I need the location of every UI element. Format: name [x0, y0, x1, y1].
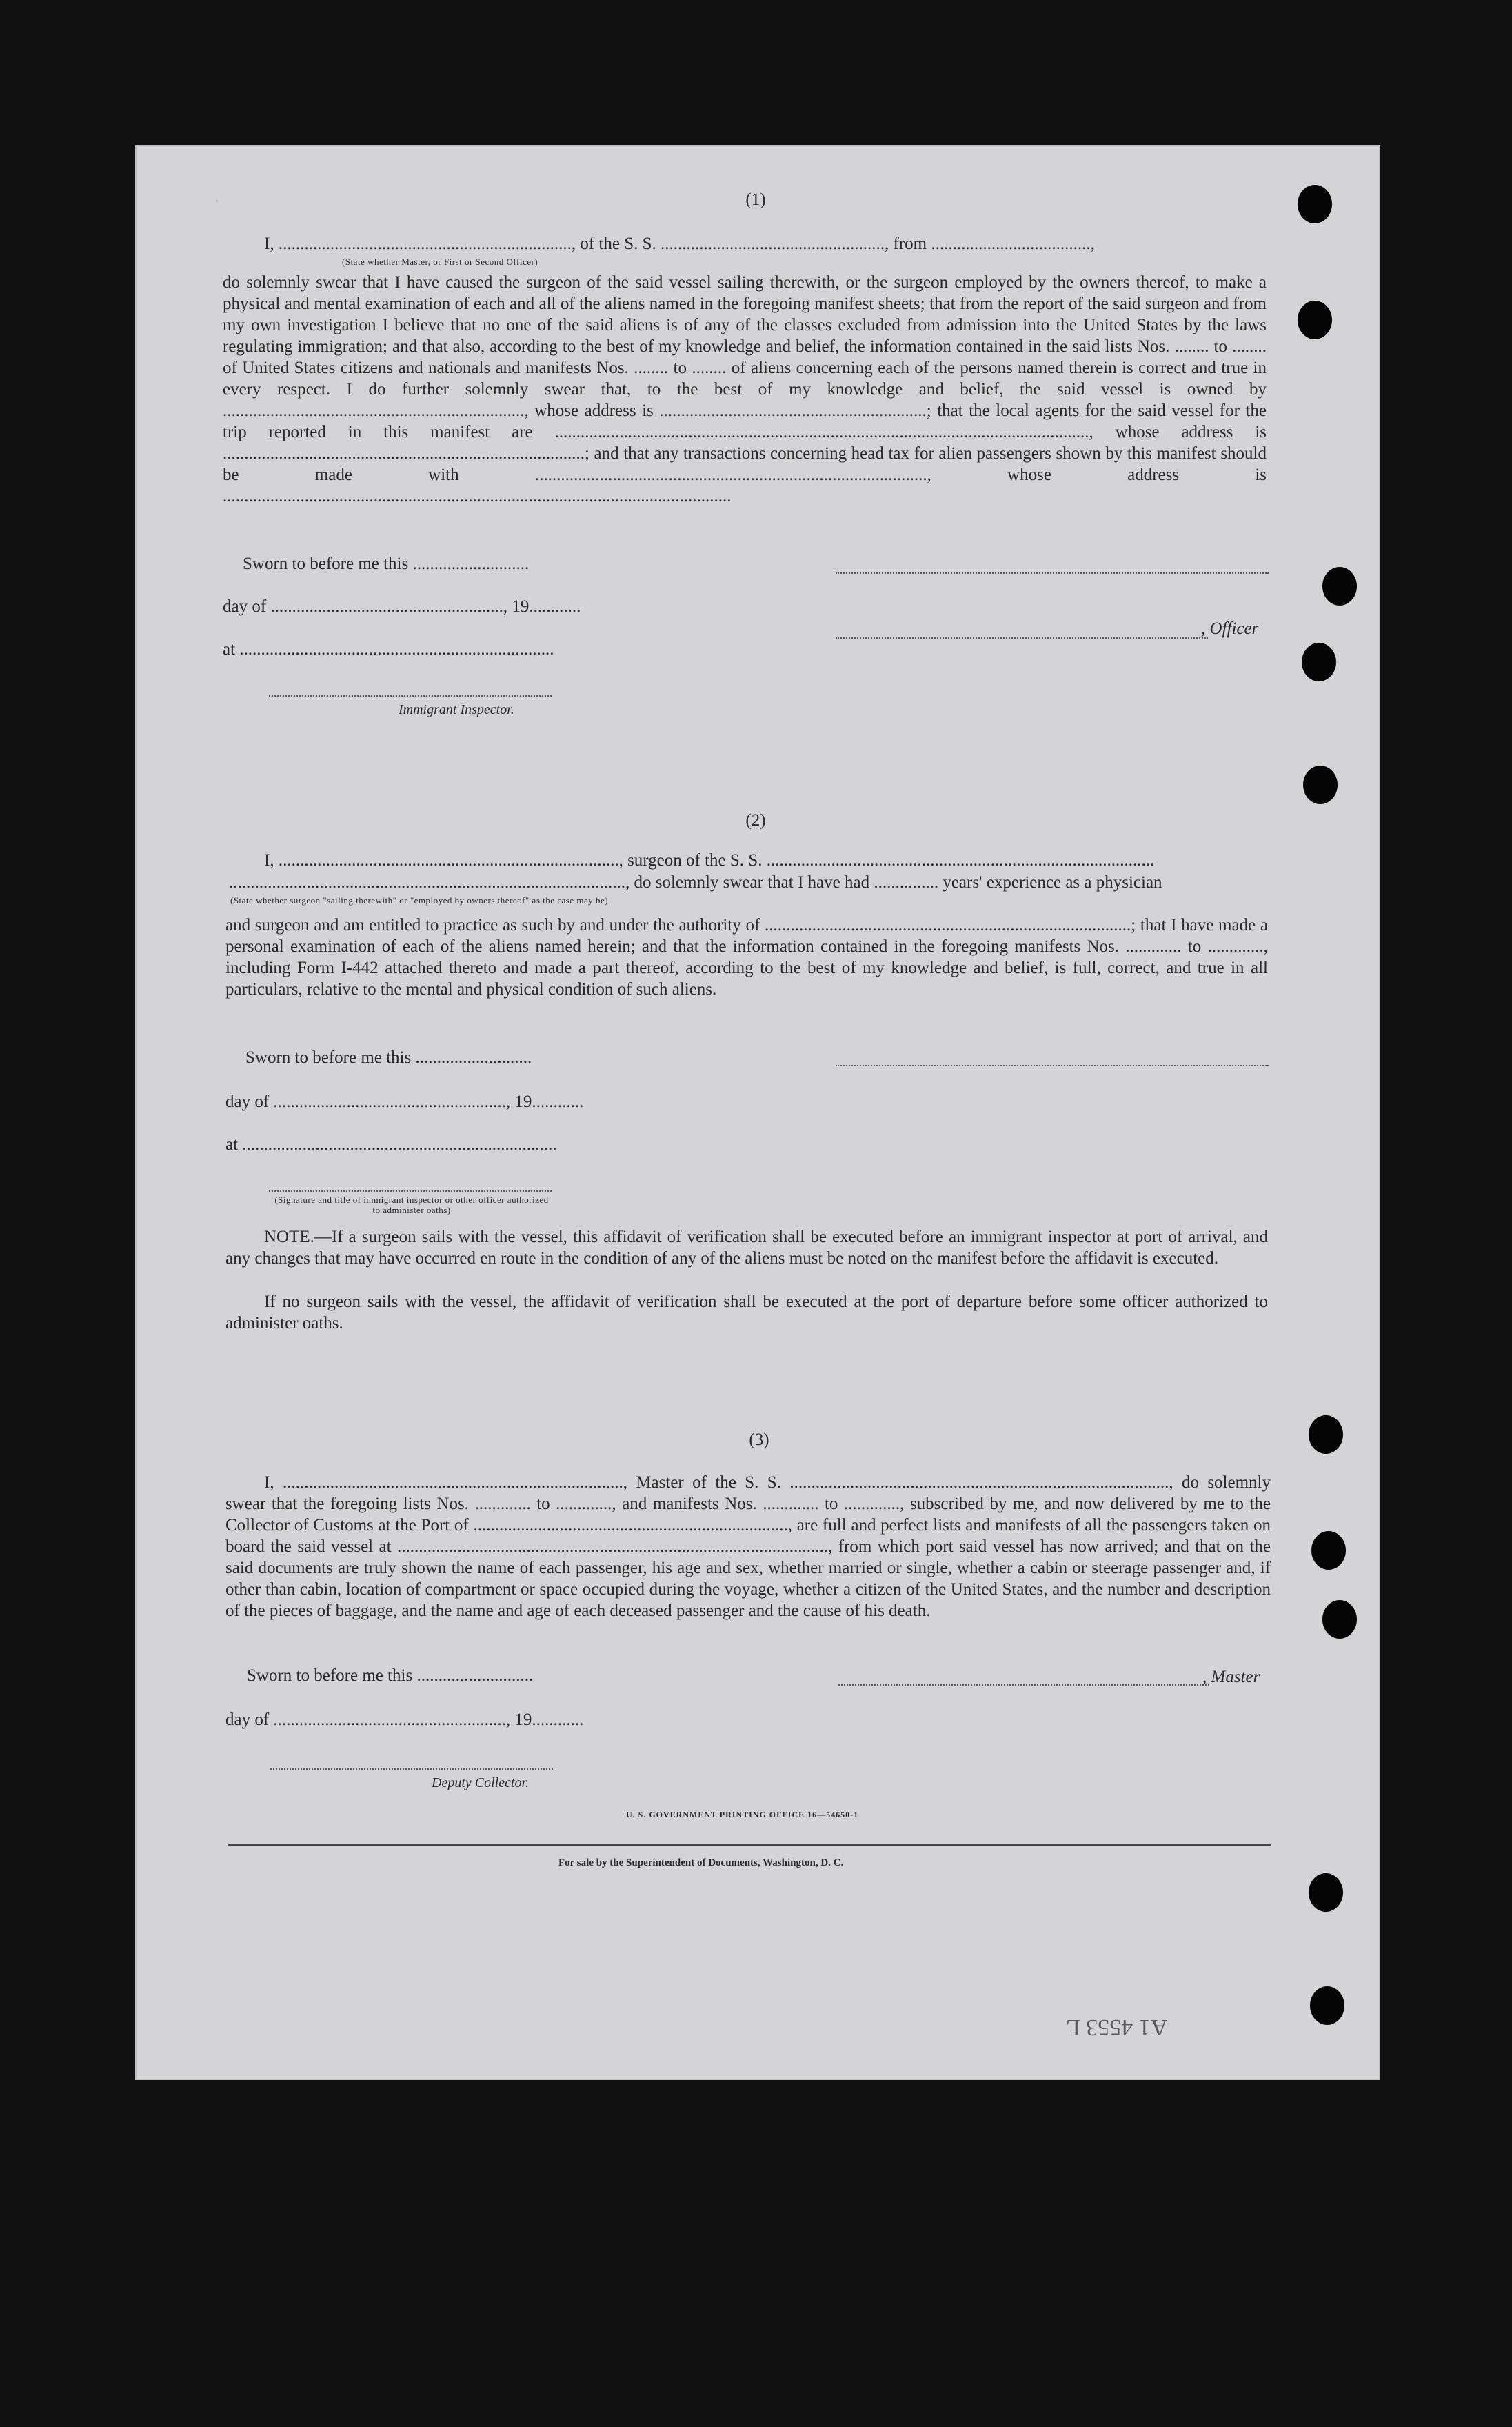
punch-hole — [1309, 1415, 1343, 1454]
section2-sworn: Sworn to before me this ........................... — [245, 1048, 532, 1067]
section2-at: at ......................................................................... — [225, 1135, 557, 1154]
printer-imprint: U. S. GOVERNMENT PRINTING OFFICE 16—54650-1 — [626, 1810, 859, 1819]
inspector-signature-line — [269, 695, 552, 697]
note-paragraph — [225, 1226, 1268, 1269]
punch-hole — [1298, 301, 1332, 339]
punch-hole — [1309, 1873, 1343, 1912]
footer-rule — [228, 1844, 1271, 1846]
section2-line1: I, ..............................................................................., surgeon of the S. S. .......................................................................................... — [264, 851, 1155, 870]
collector-signature-line — [270, 1768, 553, 1770]
section2-number: (2) — [745, 811, 766, 830]
master-label: , Master — [1202, 1668, 1260, 1686]
surgeon-signature-line — [836, 1065, 1269, 1066]
section1-day: day of ......................................................, 19............ — [223, 597, 581, 616]
note-text: —If a surgeon sails with the vessel, this affidavit of verification shall be executed before an immigrant inspector at port of arrival, and any changes that may have occurred en route in the condition of any of the aliens must be noted on the manifest before the affidavit is executed. — [225, 1228, 1268, 1268]
master-signature-line — [838, 1684, 1209, 1686]
officer-signature-line — [836, 572, 1269, 574]
inspector-label: Immigrant Inspector. — [399, 702, 514, 717]
punch-hole — [1298, 185, 1332, 223]
section1-body: do solemnly swear that I have caused the surgeon of the said vessel sailing therewith, or the surgeon employed by the owners thereof, to make a physical and mental examination of each and all of the aliens named in the foregoing manifest sheets; that from the report of the said surgeon and from my own investigation I believe that no one of the said aliens is of any of the classes excluded from admission into the United States by the laws regulating immigration; and that also, according to the best of my knowledge and belief, the information contained in the said lists Nos. ........ to ........ of United States citizens and nationals and manifests Nos. ........ to ........ of aliens concerning each of the persons named therein is correct and true in every respect. I do further solemnly swear that, to the best of my knowledge and belief, the said vessel is owned by ......................................................................, whose address is ..............................................................; that the local agents for the said vessel for the trip reported in this manifest are ............................................................................................................................, whose address is ....................................................................................; and that any transactions concerning head tax for alien passengers shown by this manifest should be made with ..........................................................................................., whose address is ...................................................................................................................... — [223, 273, 1267, 506]
section1-sworn: Sworn to before me this ........................... — [243, 555, 530, 573]
section2-day: day of ......................................................, 19............ — [225, 1092, 584, 1111]
officer-label: , Officer — [1201, 619, 1259, 638]
sale-notice: For sale by the Superintendent of Documents, Washington, D. C. — [558, 1857, 844, 1868]
collector-label: Deputy Collector. — [432, 1775, 530, 1790]
signature-caption: (Signature and title of immigrant inspector or other officer authorized to administer oaths) — [274, 1195, 549, 1215]
section3-sworn: Sworn to before me this ........................... — [247, 1666, 534, 1685]
form-page — [135, 145, 1380, 2080]
punch-hole — [1303, 766, 1338, 804]
oath-officer-signature-line — [269, 1190, 552, 1192]
section1-at: at ......................................................................... — [223, 640, 554, 659]
surgeon-hint: (State whether surgeon "sailing therewith" or "employed by owners thereof" as the case may be) — [230, 895, 609, 906]
section3-body: I, ..............................................................................., Master of the S. S. ........................................................................................, do solemnly swear that the foregoing lists Nos. ............. to ............., and manifests Nos. ............. to ............., subscribed by me, and now delivered by me to the Collector of Customs at the Port of ........................................................................., are full and perfect lists and manifests of all the passengers taken on board the said vessel at ...................................................................................................., from which port said vessel has now arrived; and that on the said documents are truly shown the name of each passenger, his age and sex, whether married or single, whether a cabin or steerage passenger and, if other than cabin, location of compartment or space occupied during the voyage, whether a citizen of the United States, and the number and description of the pieces of baggage, and the name and age of each deceased passenger and the cause of his death. — [225, 1473, 1271, 1620]
section1-number: (1) — [745, 190, 766, 209]
section2-body: and surgeon and am entitled to practice as such by and under the authority of .....................................................................................; that I have made a personal examination of each of the aliens named herein; and that the information contained in the foregoing manifests Nos. ............. to ............., including Form I-442 attached thereto and made a part thereof, according to the best of my knowledge and belief, is full, correct, and true in all particulars, relative to the mental and physical condition of such aliens. — [225, 916, 1268, 999]
officer-name-line — [836, 637, 1208, 639]
dust-speck — [216, 200, 218, 202]
punch-hole — [1322, 567, 1357, 606]
section3-number: (3) — [749, 1430, 769, 1449]
section2-line2: ............................................................................................, do solemnly swear that I have had ............... years' experience as a physician — [229, 873, 1162, 892]
punch-hole — [1310, 1986, 1344, 2025]
archive-stamp: A1 4553 L — [1066, 2015, 1168, 2040]
note-label: NOTE. — [264, 1228, 314, 1246]
punch-hole — [1302, 643, 1336, 681]
officer-hint: (State whether Master, or First or Second Officer) — [342, 257, 538, 267]
punch-hole — [1322, 1600, 1357, 1639]
section1-line1: I, ...................................................................., of the S. S. ...................................................., from ....................................., — [264, 234, 1095, 253]
note2-paragraph: If no surgeon sails with the vessel, the affidavit of verification shall be executed at the port of departure before some officer authorized to administer oaths. — [225, 1292, 1268, 1332]
section3-day: day of ......................................................, 19............ — [225, 1710, 584, 1729]
punch-hole — [1311, 1531, 1346, 1570]
